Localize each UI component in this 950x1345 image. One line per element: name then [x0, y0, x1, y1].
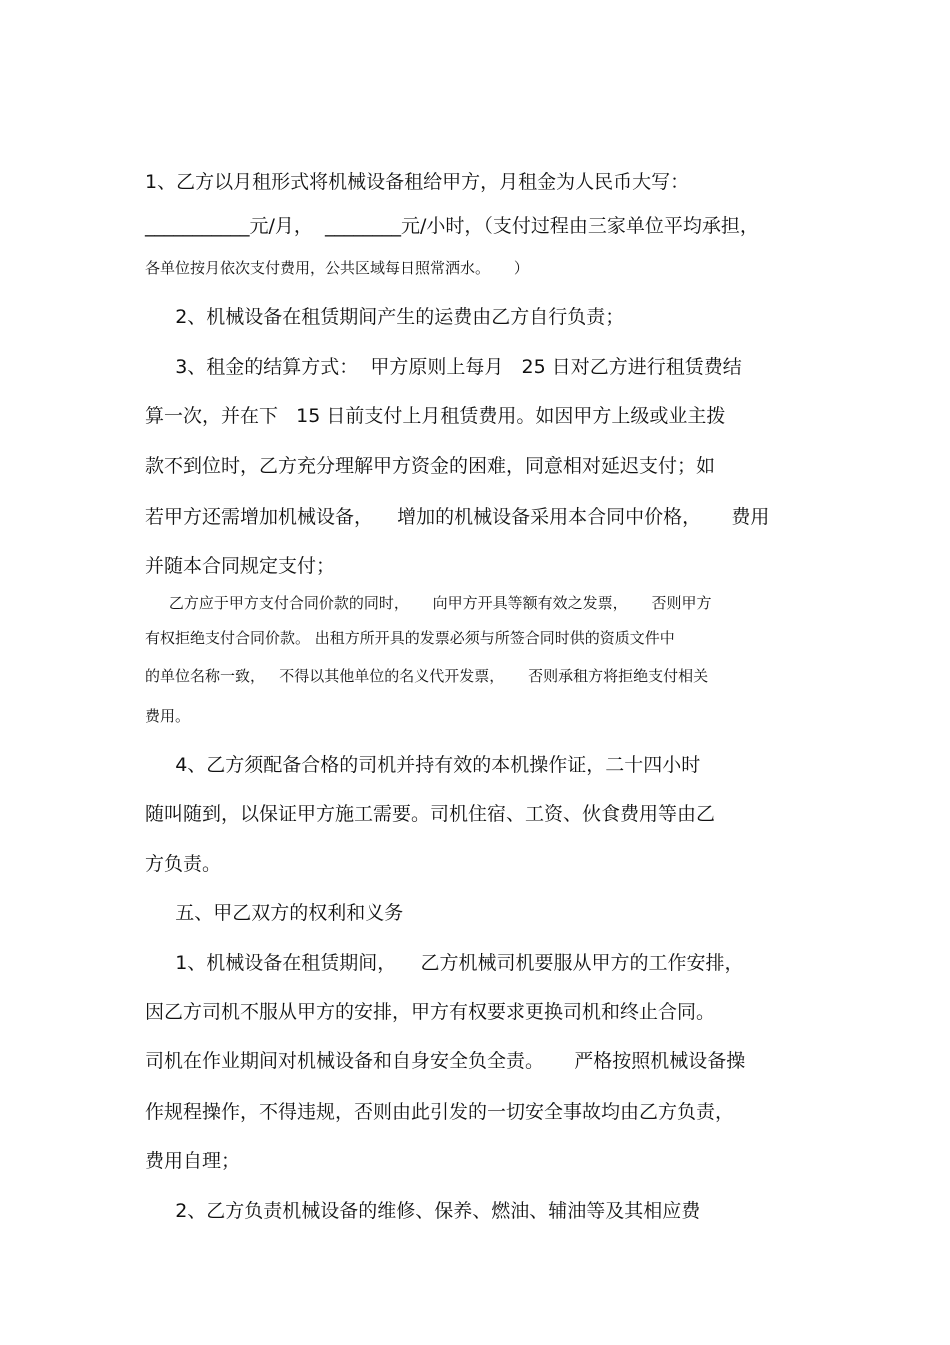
rights-1-line-3: 司机在作业期间对机械设备和自身安全负全责。 严格按照机械设备操: [145, 1050, 746, 1072]
clause-3-line-5: 并随本合同规定支付；: [145, 555, 336, 577]
section-heading-rights: 五、甲乙双方的权利和义务: [145, 902, 404, 924]
clause-2: 2、机械设备在租赁期间产生的运费由乙方自行负责；: [145, 306, 625, 328]
clause-4-line-3: 方负责。: [145, 853, 222, 875]
invoice-line-1: 乙方应于甲方支付合同价款的同时， 向甲方开具等额有效之发票， 否则甲方: [145, 594, 712, 612]
clause-3-line-4: 若甲方还需增加机械设备， 增加的机械设备采用本合同中价格， 费用: [145, 506, 770, 528]
rights-1-line-2: 因乙方司机不服从甲方的安排，甲方有权要求更换司机和终止合同。: [145, 1001, 716, 1023]
rights-1-line-4: 作规程操作，不得违规，否则由此引发的一切安全事故均由乙方负责，: [145, 1101, 735, 1123]
invoice-line-3: 的单位名称一致， 不得以其他单位的名义代开发票， 否则承租方将拒绝支付相关: [145, 667, 709, 685]
clause-1-line-1: 1、乙方以月租形式将机械设备租给甲方，月租金为人民币大写：: [145, 171, 690, 193]
clause-4-line-2: 随叫随到，以保证甲方施工需要。司机住宿、工资、伙食费用等由乙: [145, 803, 716, 825]
invoice-line-4: 费用。: [145, 707, 191, 725]
rights-2-line-1: 2、乙方负责机械设备的维修、保养、燃油、辅油等及其相应费: [145, 1200, 701, 1222]
clause-3-line-3: 款不到位时，乙方充分理解甲方资金的困难，同意相对延迟支付；如: [145, 455, 716, 477]
rights-1-line-5: 费用自理；: [145, 1150, 241, 1172]
clause-1-line-2: ___________元/月， ________元/小时，（支付过程由三家单位平均承担，: [145, 215, 759, 237]
clause-3-line-1: 3、租金的结算方式： 甲方原则上每月 25 日对乙方进行租赁费结: [145, 356, 742, 378]
clause-4-line-1: 4、乙方须配备合格的司机并持有效的本机操作证，二十四小时: [145, 754, 701, 776]
rights-1-line-1: 1、机械设备在租赁期间， 乙方机械司机要服从甲方的工作安排，: [145, 952, 744, 974]
clause-3-line-2: 算一次，并在下 15 日前支付上月租赁费用。如因甲方上级或业主拨: [145, 405, 726, 427]
invoice-line-2: 有权拒绝支付合同价款。 出租方所开具的发票必须与所签合同时供的资质文件中: [145, 629, 675, 647]
clause-1-line-3: 各单位按月依次支付费用，公共区域每日照常洒水。 ）: [145, 259, 529, 277]
